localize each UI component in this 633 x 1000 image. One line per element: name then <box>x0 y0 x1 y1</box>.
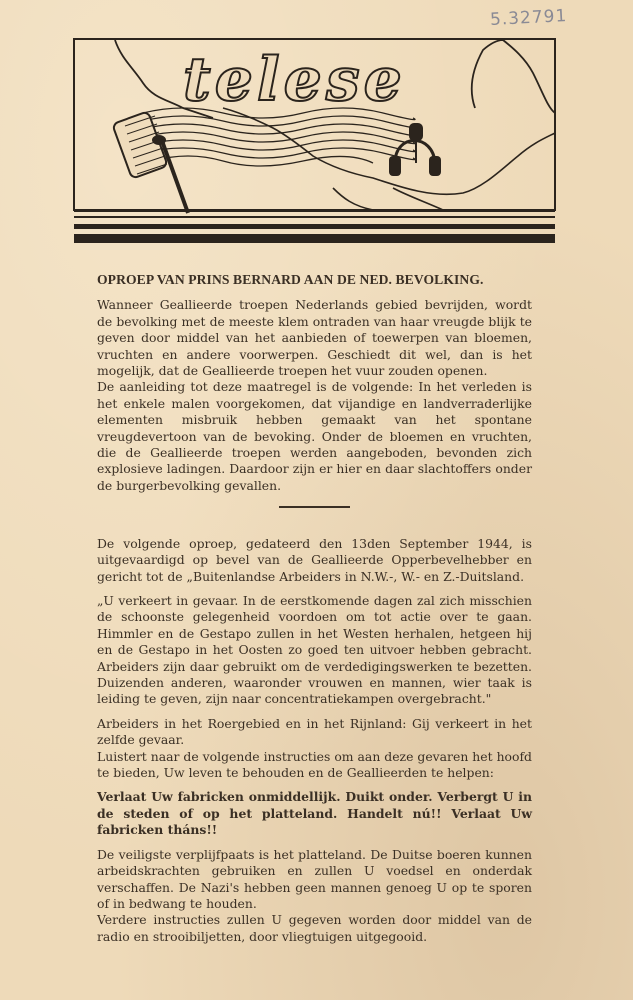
paragraph-5: Arbeiders in het Roergebied en in het Rijnland: Gij verkeert in het zelfde gevaar. <box>97 715 532 748</box>
paragraph-4: „U verkeert in gevaar. In de eerstkomende dagen zal zich misschien de schoonste gelegenheid voordoen om tot actie over te gaan. Himmler en de Gestapo zullen in het Westen herhalen, hetgeen hij en de Gestapo in het Oosten zo goed ten uitvoer hebben gebracht. Arbeiders zijn daar gebruikt om de verdedigingswerken te bezetten. Duizenden anderen, waaronder vrouwen en mannen, wier taak is leiding te geven, zijn naar concentratiekampen overgebracht." <box>97 593 532 707</box>
section-divider <box>279 506 350 508</box>
masthead-logo <box>73 38 556 245</box>
paragraph-2: De aanleiding tot deze maatregel is de volgende: In het verleden is het enkele malen voorgekomen, dat vijandige en landverraderlijke elementen misbruik hebben gemaakt van het spontane vreugdevertoon van de bevoking. Onder de bloemen en vruchten, die de Geallieerde troepen werden aangeboden, bevonden zich explosieve ladingen. Daardoor zijn er hier en daar slachtoffers onder de burgerbevolking gevallen. <box>97 379 532 493</box>
headphones-icon <box>389 123 441 176</box>
leaflet-heading: OPROEP VAN PRINS BERNARD AAN DE NED. BEVOLKING. <box>97 272 484 287</box>
paragraph-1: Wanneer Geallieerde troepen Nederlands gebied bevrijden, wordt de bevolking met de meeste klem ontraden van haar vreugde blijk te geven door middel van het aanbieden of toewerpen van bloemen, vruchten en andere voorwerpen. Geschiedt dit wel, dan is het mogelijk, dat de Geallieerde troepen het vuur zouden openen. <box>97 297 532 379</box>
paragraph-9: Verdere instructies zullen U gegeven worden door middel van de radio en strooibiljetten, door vliegtuigen uitgegooid. <box>97 912 532 944</box>
masthead-title: telese <box>183 45 406 115</box>
microphone-icon <box>112 111 188 213</box>
paragraph-6: Luistert naar de volgende instructies om aan deze gevaren het hoofd te bieden, Uw leven te behouden en de Geallieerden te helpen: <box>97 748 532 781</box>
paragraph-7: Verlaat Uw fabricken onmiddellijk. Duikt onder. Verbergt U in de steden of op het platteland. Handelt nú!! Verlaat Uw fabricken tháns!! <box>97 789 532 838</box>
paragraph-3: De volgende oproep, gedateerd den 13den September 1944, is uitgevaardigd op bevel van de Geallieerde Opperbevelhebber en gericht tot de „Buitenlandse Arbeiders in N.W.-, W.- en Z.-Duitsland. <box>97 535 532 584</box>
paragraph-8: De veiligste verplijfpaats is het platteland. De Duitse boeren kunnen arbeidskrachten gebruiken en zullen U voedsel en onderdak verschaffen. De Nazi's hebben geen mannen genoeg U op te sporen of in bedwang te houden. <box>97 846 532 911</box>
leaflet-body <box>97 272 532 945</box>
archive-number: 5.32791 <box>489 5 568 31</box>
